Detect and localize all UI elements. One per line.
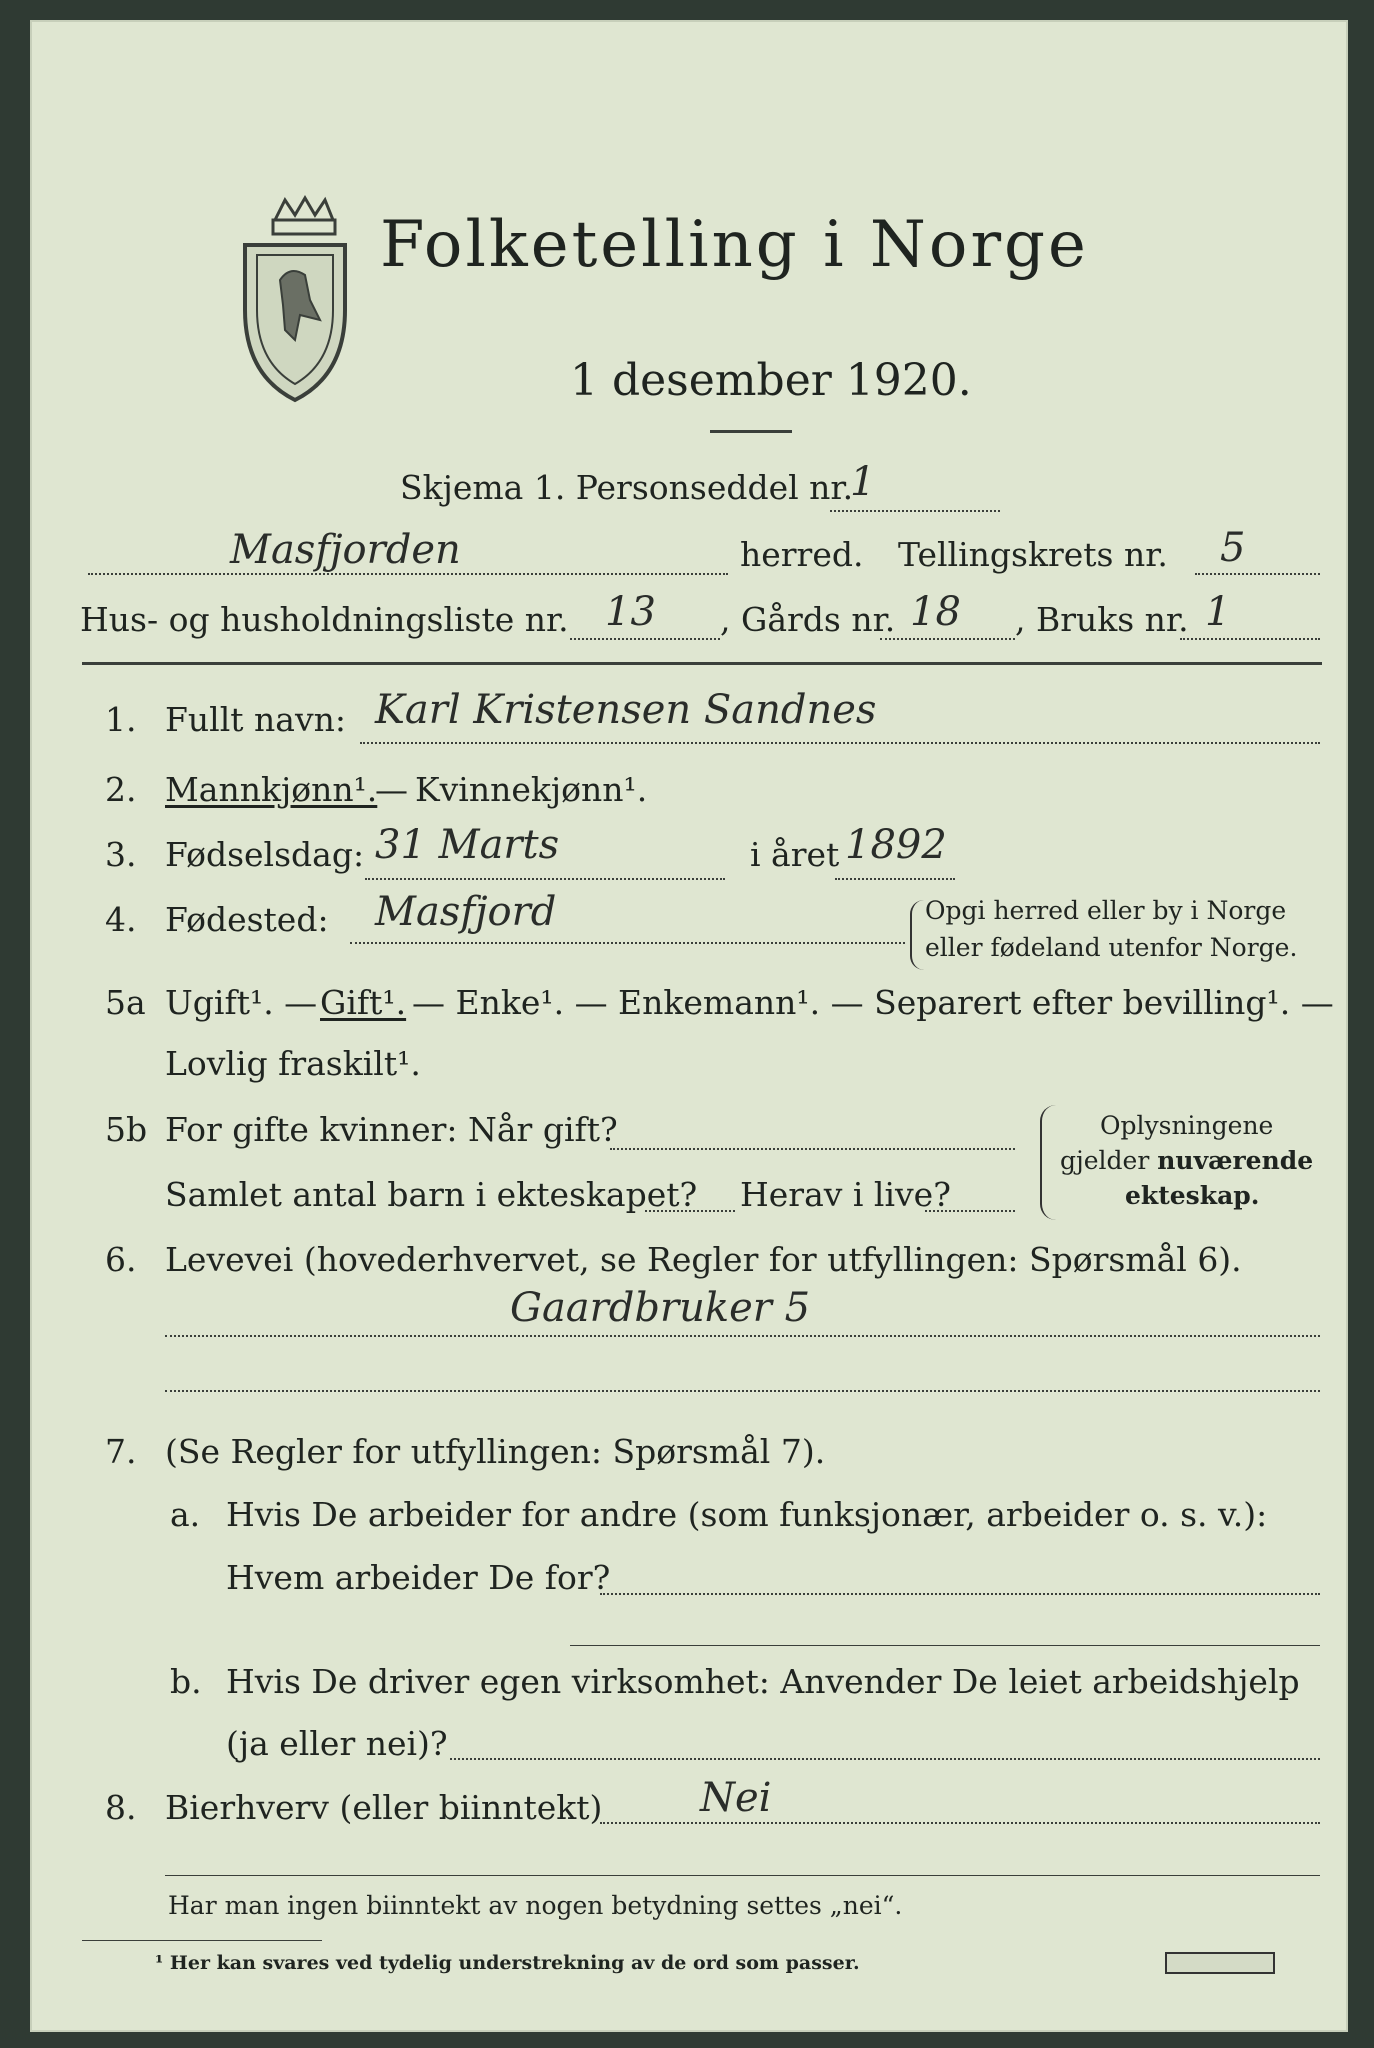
- tellingskrets-label: Tellingskrets nr.: [898, 535, 1168, 574]
- ugift-option[interactable]: Ugift¹. —: [165, 983, 318, 1022]
- employer-line: [600, 1593, 1320, 1595]
- birthday-line: [365, 878, 725, 880]
- bruks-line: [1180, 638, 1320, 640]
- birthplace-line: [350, 942, 905, 944]
- q3-label: Fødselsdag:: [165, 835, 365, 874]
- birth-year-line: [835, 878, 955, 880]
- q7b-letter: b.: [170, 1662, 202, 1701]
- q1-number: 1.: [105, 700, 137, 739]
- q8-number: 8.: [105, 1788, 137, 1827]
- herred-label: herred.: [740, 535, 864, 574]
- gards-value[interactable]: 18: [910, 589, 961, 635]
- q1-label: Fullt navn:: [165, 700, 346, 739]
- q7a-letter: a.: [170, 1495, 201, 1534]
- q7b-question: Hvis De driver egen virksomhet: Anvender De leiet arbeidshjelp: [226, 1662, 1300, 1701]
- skjema-label: Skjema 1. Personseddel nr.: [400, 468, 854, 507]
- levevei-line2: [165, 1390, 1320, 1392]
- coat-of-arms-icon: [235, 190, 355, 410]
- gift-option[interactable]: Gift¹.: [320, 983, 407, 1022]
- q5b-note-line2: gjelder nuværende: [1060, 1146, 1314, 1175]
- q5a-number: 5a: [105, 983, 146, 1022]
- naar-gift-line: [610, 1148, 1015, 1150]
- arbeidshjelp-line: [450, 1758, 1320, 1760]
- herav-line: [925, 1210, 1015, 1212]
- herred-line: [88, 573, 728, 575]
- lovlig-fraskilt-option[interactable]: Lovlig fraskilt¹.: [165, 1044, 421, 1083]
- bierhverv-value[interactable]: Nei: [700, 1775, 772, 1821]
- q7a-employer-label: Hvem arbeider De for?: [226, 1558, 611, 1597]
- q5b-label-line1: For gifte kvinner: Når gift?: [165, 1110, 618, 1149]
- husliste-line: [570, 638, 720, 640]
- levevei-value[interactable]: Gaardbruker 5: [510, 1285, 811, 1331]
- husliste-value[interactable]: 13: [605, 589, 656, 635]
- q4-note-line2: eller fødeland utenfor Norge.: [925, 933, 1298, 962]
- form-title: Folketelling i Norge: [380, 208, 1089, 282]
- birth-year-value[interactable]: 1892: [845, 822, 947, 868]
- q5b-brace: [1040, 1105, 1056, 1220]
- q8-label: Bierhverv (eller biinntekt): [165, 1788, 603, 1827]
- q7a-extra-line: [570, 1645, 1320, 1646]
- q2-number: 2.: [105, 770, 137, 809]
- personseddel-line: [830, 510, 1000, 512]
- printer-stamp-icon: [1165, 1952, 1275, 1974]
- q4-label: Fødested:: [165, 900, 329, 939]
- q4-brace: [910, 900, 924, 970]
- q5b-number: 5b: [105, 1110, 148, 1149]
- q7b-label: (ja eller nei)?: [226, 1724, 448, 1763]
- q8-extra-line: [165, 1875, 1320, 1876]
- husliste-label: Hus- og husholdningsliste nr.: [80, 600, 569, 639]
- gards-label: , Gårds nr.: [720, 600, 896, 639]
- aaret-label: i året: [750, 835, 840, 874]
- bruks-label: , Bruks nr.: [1015, 600, 1189, 639]
- birthday-value[interactable]: 31 Marts: [375, 822, 560, 868]
- gards-line: [880, 638, 1015, 640]
- q3-number: 3.: [105, 835, 137, 874]
- q6-number: 6.: [105, 1240, 137, 1279]
- bierhverv-line: [600, 1822, 1320, 1824]
- q5b-label-line2: Samlet antal barn i ekteskapet?: [165, 1175, 698, 1214]
- bruks-value[interactable]: 1: [1205, 589, 1231, 635]
- q7a-question: Hvis De arbeider for andre (som funksjonær, arbeider o. s. v.):: [226, 1495, 1268, 1534]
- personseddel-number[interactable]: 1: [850, 459, 876, 505]
- mannkjonn-option[interactable]: Mannkjønn¹.: [165, 770, 378, 809]
- title-divider: [710, 430, 792, 433]
- full-name-value[interactable]: Karl Kristensen Sandnes: [375, 687, 877, 733]
- q2-separator: —: [375, 770, 408, 809]
- q5b-note-line1: Oplysningene: [1100, 1111, 1274, 1140]
- q4-number: 4.: [105, 900, 137, 939]
- header-divider: [82, 662, 1322, 665]
- census-form-page: [30, 20, 1348, 2032]
- q7-label: (Se Regler for utfyllingen: Spørsmål 7).: [165, 1432, 826, 1471]
- birthplace-value[interactable]: Masfjord: [375, 889, 557, 935]
- footnote: ¹ Her kan svares ved tydelig understrekning av de ord som passer.: [155, 1952, 860, 1974]
- q6-label: Levevei (hovederhvervet, se Regler for utfyllingen: Spørsmål 6).: [165, 1240, 1242, 1279]
- form-date: 1 desember 1920.: [570, 355, 972, 406]
- q5a-other-options[interactable]: — Enke¹. — Enkemann¹. — Separert efter bevilling¹. —: [412, 983, 1334, 1022]
- herav-label: Herav i live?: [740, 1175, 951, 1214]
- q5b-note-line3: ekteskap.: [1125, 1181, 1260, 1210]
- herred-value[interactable]: Masfjorden: [230, 527, 461, 573]
- q4-note-line1: Opgi herred eller by i Norge: [925, 896, 1287, 925]
- antal-barn-line: [645, 1210, 735, 1212]
- levevei-line1: [165, 1335, 1320, 1337]
- footnote-divider: [82, 1940, 322, 1941]
- full-name-line: [360, 742, 1320, 744]
- tellingskrets-line: [1195, 573, 1320, 575]
- tellingskrets-value[interactable]: 5: [1220, 525, 1246, 571]
- q7-number: 7.: [105, 1432, 137, 1471]
- kvinnekjonn-option[interactable]: Kvinnekjønn¹.: [415, 770, 648, 809]
- biinntekt-note: Har man ingen biinntekt av nogen betydning settes „nei“.: [168, 1891, 903, 1920]
